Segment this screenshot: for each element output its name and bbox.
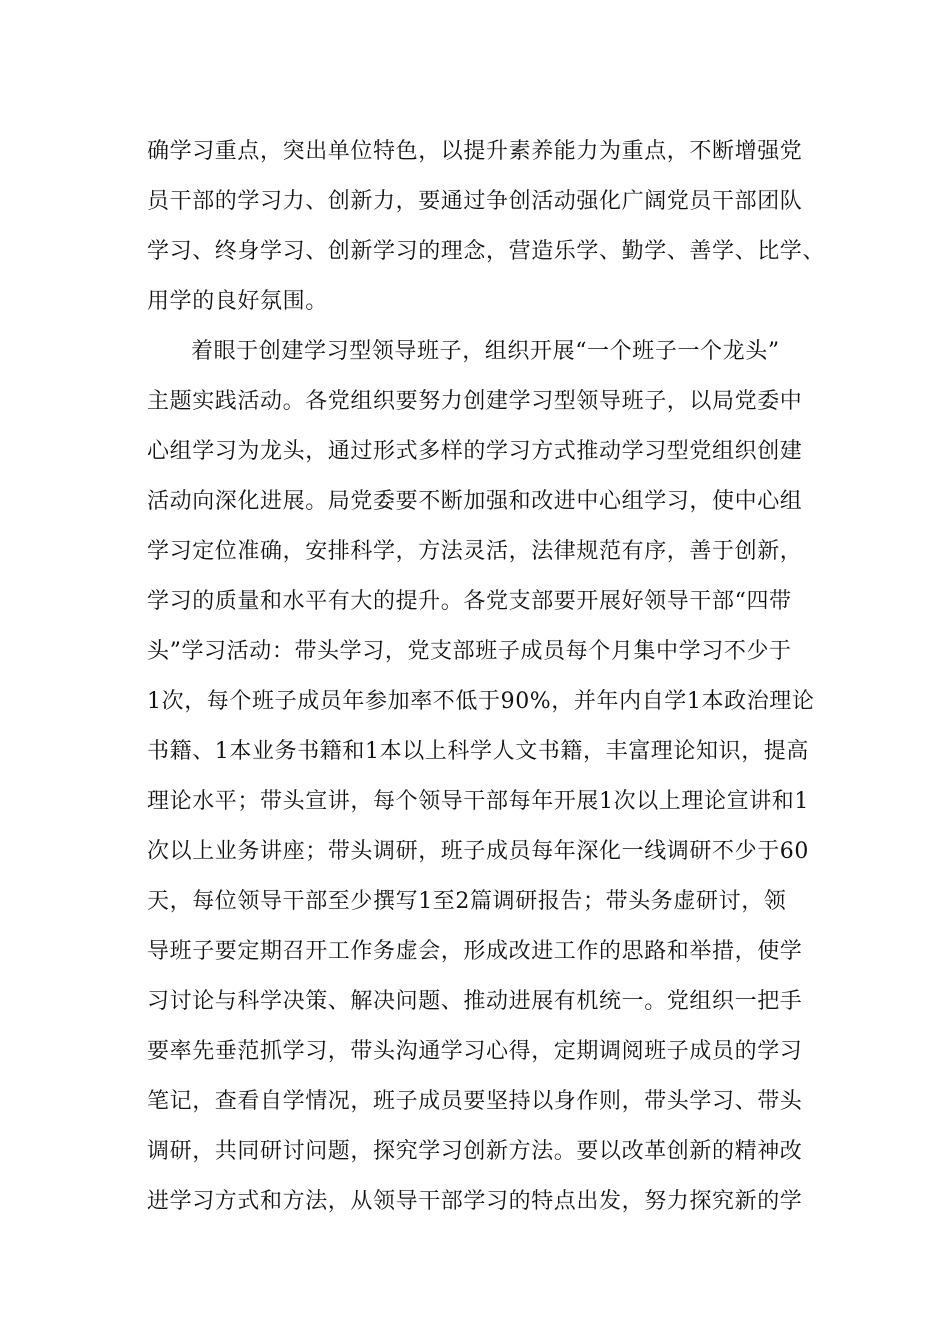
paragraph-2-line-5: 学习定位准确，安排科学，方法灵活，法律规范有序，善于创新，: [147, 539, 803, 564]
paragraph-2-line-2: 主题实践活动。各党组织要努力创建学习型领导班子，以局党委中: [147, 389, 803, 414]
paragraph-2-line-6: 学习的质量和水平有大的提升。各党支部要开展好领导干部“四带: [147, 589, 792, 614]
paragraph-2-line-16: 笔记，查看自学情况，班子成员要坚持以身作则，带头学习、带头: [147, 1089, 803, 1114]
paragraph-1-line-3: 学习、终身学习、创新学习的理念，营造乐学、勤学、善学、比学、: [147, 239, 826, 264]
paragraph-2-line-4: 活动向深化进展。局党委要不断加强和改进中心组学习，使中心组: [147, 489, 803, 514]
paragraph-2-line-15: 要率先垂范抓学习，带头沟通学习心得，定期调阅班子成员的学习: [147, 1039, 803, 1064]
paragraph-2-line-7: 头”学习活动：带头学习，党支部班子成员每个月集中学习不少于: [147, 639, 792, 664]
paragraph-2-line-10: 理论水平；带头宣讲，每个领导干部每年开展1次以上理论宣讲和1: [147, 789, 809, 814]
paragraph-2-line-9: 书籍、1本业务书籍和1本以上科学人文书籍，丰富理论知识，提高: [147, 739, 809, 764]
paragraph-2-line-13: 导班子要定期召开工作务虚会，形成改进工作的思路和举措，使学: [147, 939, 803, 964]
paragraph-1-line-4: 用学的良好氛围。: [147, 289, 328, 314]
paragraph-2-line-1: 着眼于创建学习型领导班子，组织开展“一个班子一个龙头”: [191, 339, 780, 364]
paragraph-1-line-2: 员干部的学习力、创新力，要通过争创活动强化广阔党员干部团队: [147, 189, 803, 214]
paragraph-2-line-17: 调研，共同研讨问题，探究学习创新方法。要以改革创新的精神改: [147, 1139, 803, 1164]
paragraph-1-line-1: 确学习重点，突出单位特色，以提升素养能力为重点，不断增强党: [147, 139, 803, 164]
paragraph-2-line-8: 1次，每个班子成员年参加率不低于90%，并年内自学1本政治理论: [147, 689, 815, 714]
paragraph-2-line-11: 次以上业务讲座；带头调研，班子成员每年深化一线调研不少于60: [147, 839, 809, 864]
paragraph-2-line-12: 天，每位领导干部至少撰写1至2篇调研报告；带头务虚研讨，领: [147, 889, 787, 914]
paragraph-2-line-18: 进学习方式和方法，从领导干部学习的特点出发，努力探究新的学: [147, 1189, 803, 1214]
paragraph-2-line-14: 习讨论与科学决策、解决问题、推动进展有机统一。党组织一把手: [147, 989, 803, 1014]
paragraph-2-line-3: 心组学习为龙头，通过形式多样的学习方式推动学习型党组织创建: [147, 439, 803, 464]
